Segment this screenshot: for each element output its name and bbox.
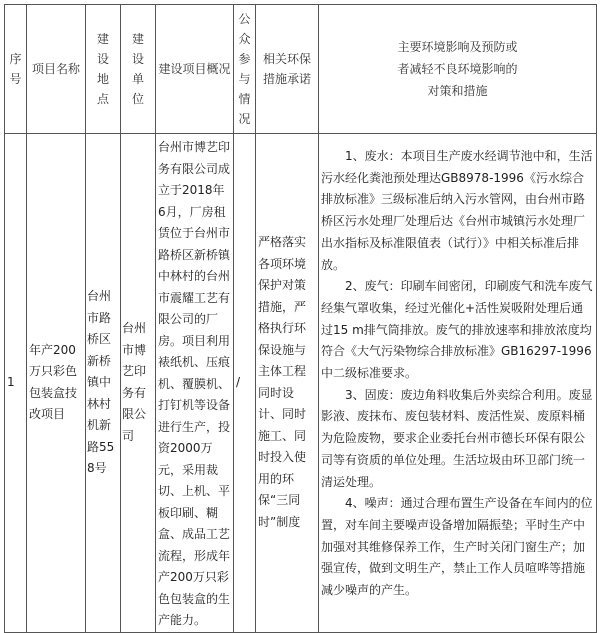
environmental-impact-table <box>4 4 597 633</box>
cell-measures <box>319 134 597 633</box>
header-measures <box>319 5 597 134</box>
header-measures-line: 者减轻不良环境影响的 <box>397 62 518 76</box>
header-name: 项目名称 <box>27 5 86 134</box>
header-public: 公众参与情况 <box>234 5 256 134</box>
cell-unit: 台州市博艺印务有限公司 <box>121 134 156 633</box>
cell-commitment: 严格落实各项环境保护对策措施，严格执行环保设施与主体工程同时设计、同时施工、同时投入使用的环保“三同时”制度 <box>256 134 319 633</box>
cell-overview: 台州市博艺印务有限公司成立于2018年6月，厂房租赁位于台州市路桥区新桥镇中林村的台州市震耀工艺有限公司的厂房。项目利用裱纸机、压痕机、覆膜机、打钉机等设备进行生产，投资2000万元，采用裁切、上机、平板印刷、糊盒、成品工艺流程，形成年产200万只彩色包装盒的生产能力。 <box>156 134 234 633</box>
table-row <box>5 134 597 633</box>
cell-name: 年产200万只彩色包装盒技改项目 <box>27 134 86 633</box>
cell-seq: 1 <box>5 134 27 633</box>
measure-noise: 4、噪声：通过合理布置生产设备在车间内的位置，对车间主要噪声设备增加隔振垫；平时生产中加强对其维修保养工作，生产时关闭门窗生产；加强宣传，做到文明生产，禁止工作人员喧哗等措施减少噪声的产生。 <box>321 496 593 598</box>
cell-public: / <box>234 134 256 633</box>
header-row <box>5 5 597 134</box>
header-measures-line: 主要环境影响及预防或 <box>397 40 518 54</box>
header-overview: 建设项目概况 <box>156 5 234 134</box>
header-seq: 序号 <box>5 5 27 134</box>
measure-solid-waste: 3、固废：废边角料收集后外卖综合利用。废显影液、废抹布、废包装材料、废活性炭、废原料桶为危险废物，要求企业委托台州市德长环保有限公司等有资质的单位处理。生活垃圾由环卫部门统一清运处理。 <box>321 387 593 489</box>
header-commitment: 相关环保措施承诺 <box>256 5 319 134</box>
header-location: 建设地点 <box>86 5 121 134</box>
header-measures-line: 对策和措施 <box>427 84 488 98</box>
measure-wastewater: 1、废水：本项目生产废水经调节池中和，生活污水经化粪池预处理达GB8978-1996《污水综合排放标准》三级标准后纳入污水管网，由台州市路桥区污水处理厂处理后达《台州市城镇污水处理厂出水指标及标准限值表（试行）》中相关标准后排放。 <box>321 149 593 272</box>
measure-exhaust-gas: 2、废气：印刷车间密闭，印刷废气和洗车废气经集气罩收集，经过光催化+活性炭吸附处理后通过15 m排气筒排放。废气的排放速率和排放浓度均符合《大气污染物综合排放标准》GB16297-1996中二级标准要求。 <box>321 279 593 381</box>
header-unit: 建设单位 <box>121 5 156 134</box>
cell-location: 台州市路桥区新桥镇中林村机新路558号 <box>86 134 121 633</box>
